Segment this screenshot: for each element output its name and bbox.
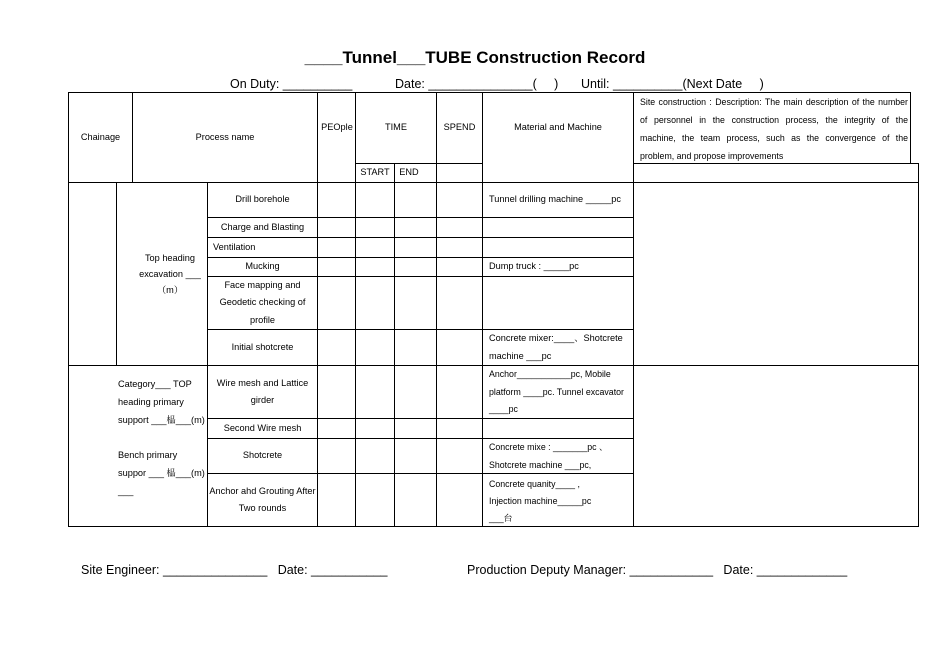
process-shotcrete: Shotcrete xyxy=(242,450,283,461)
header-description: Site construction : Description: The main description of the number of personnel in the construction process, the integrity of the machine, the team process, such as the convergence of the problem, and propose improvements xyxy=(640,97,908,162)
material-drilling-machine: Tunnel drilling machine _____pc xyxy=(489,194,621,205)
process-drill-borehole: Drill borehole xyxy=(235,194,290,205)
col-line xyxy=(116,182,117,366)
material-concrete-quantity: Concrete quanity____ , Injection machine_____pc ___台 xyxy=(489,479,592,524)
date-field: Date: _______________( ) xyxy=(395,77,559,91)
process-charge-blasting: Charge and Blasting xyxy=(220,221,305,232)
col-line xyxy=(317,92,318,527)
process-wire-mesh-lattice: Wire mesh and Lattice girder xyxy=(216,377,309,405)
material-anchor-platform: Anchor___________pc, Mobile platform ____pc. Tunnel excavator ____pc xyxy=(489,369,624,415)
document-title: ____Tunnel___TUBE Construction Record xyxy=(304,48,646,67)
material-concrete-mixe: Concrete mixe : _______pc 、 Shotcrete machine ___pc, xyxy=(489,442,608,470)
col-line xyxy=(633,92,634,527)
process-face-mapping: Face mapping and Geodetic checking of profile xyxy=(219,279,306,325)
col-line xyxy=(918,163,919,527)
process-ventilation: Ventilation xyxy=(213,241,256,252)
group2-top-heading-label: Category___ TOP heading primary support ___榀___(m) xyxy=(118,379,205,425)
process-initial-shotcrete: Initial shotcrete xyxy=(231,341,294,352)
header-process-name: Process name xyxy=(195,131,255,142)
col-line xyxy=(910,92,911,164)
header-material: Material and Machine xyxy=(514,122,602,133)
header-chainage: Chainage xyxy=(80,131,121,142)
group1-label: Top heading excavation ___ （m） xyxy=(139,252,201,296)
process-anchor-grouting: Anchor ahd Grouting After Two rounds xyxy=(209,485,316,513)
process-second-wire-mesh: Second Wire mesh xyxy=(223,422,302,433)
header-end: END xyxy=(399,167,419,178)
group2-bench-label: Bench primary suppor ___ 榀___(m) ___ xyxy=(118,450,205,496)
material-dump-truck: Dump truck : _____pc xyxy=(489,261,579,272)
on-duty-field: On Duty: __________ xyxy=(230,77,353,91)
col-line xyxy=(394,163,395,527)
header-time: TIME xyxy=(385,122,407,133)
site-engineer-signoff: Site Engineer: _______________ Date: ___________ xyxy=(81,563,388,577)
production-manager-signoff: Production Deputy Manager: ____________ Date: _____________ xyxy=(467,563,848,577)
until-field: Until: __________(Next Date ) xyxy=(581,77,764,91)
process-mucking: Mucking xyxy=(245,261,280,272)
header-start: START xyxy=(360,167,390,178)
header-spend: SPEND xyxy=(443,122,476,133)
header-people: PEOple xyxy=(321,122,353,133)
material-concrete-mixer: Concrete mixer:____、Shotcrete machine ___pc xyxy=(489,333,623,361)
